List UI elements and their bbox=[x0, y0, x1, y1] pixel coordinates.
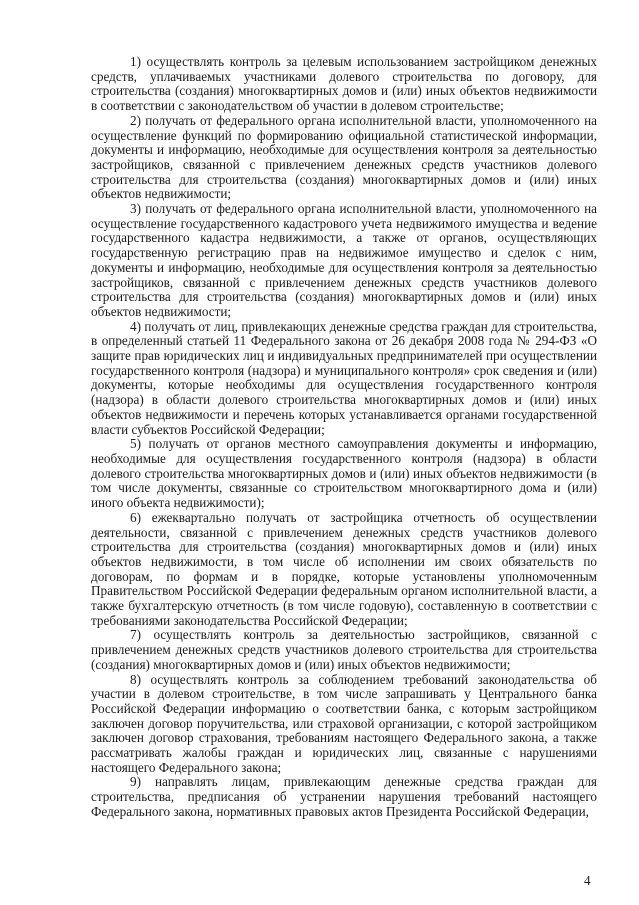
paragraph-item-4: 4) получать от лиц, привлекающих денежные средства граждан для строительства, в определенный статьей 11 Федерального закона от 26 декабря 2008 года № 294-ФЗ «О защите прав юридических лиц и индивидуальных предпринимателей при осуществлении государственного контроля (надзора) и муниципального контроля» срок сведения и (или) документы, которые необходимы для осуществления государственного контроля (надзора) в области долевого строительства многоквартирных домов и (или) иных объектов недвижимости и перечень которых устанавливается органами государственной власти субъектов Российской Федерации; bbox=[91, 318, 597, 437]
paragraph-item-9: 9) направлять лицам, привлекающим денежные средства граждан для строительства, предписания об устранении нарушения требований настоящего Федерального закона, нормативных правовых актов Президента Российской Федерации, bbox=[91, 774, 597, 819]
paragraph-item-8: 8) осуществлять контроль за соблюдением требований законодательства об участии в долевом строительстве, в том числе запрашивать у Центрального банка Российской Федерации информацию о соответствии банка, с которым застройщиком заключен договор поручительства, или страховой организации, с которой застройщиком заключен договор страхования, требованиям настоящего Федерального закона, а также рассматривать жалобы граждан и юридических лиц, связанные с нарушениями настоящего Федерального закона; bbox=[91, 671, 597, 775]
paragraph-item-2: 2) получать от федерального органа исполнительной власти, уполномоченного на осуществление функций по формированию официальной статистической информации, документы и информацию, необходимые для осуществления контроля за деятельностью застройщиков, связанной с привлечением денежных средств участников долевого строительства для строительства (создания) многоквартирных домов и (или) иных объектов недвижимости; bbox=[91, 112, 597, 202]
paragraph-item-3: 3) получать от федерального органа исполнительной власти, уполномоченного на осуществление государственного кадастрового учета недвижимого имущества и ведение государственного кадастра недвижимости, а также от органов, осуществляющих государственную регистрацию прав на недвижимое имущество и сделок с ним, документы и информацию, необходимые для осуществления контроля за деятельностью застройщиков, связанной с привлечением денежных средств участников долевого строительства для строительства (создания) многоквартирных домов и (или) иных объектов недвижимости; bbox=[91, 201, 597, 319]
paragraph-item-1: 1) осуществлять контроль за целевым использованием застройщиком денежных средств, уплачиваемых участниками долевого строительства по договору, для строительства (создания) многоквартирных домов и (или) иных объектов недвижимости в соответствии с законодательством об участии в долевом строительстве; bbox=[91, 54, 597, 114]
paragraph-item-7: 7) осуществлять контроль за деятельностью застройщиков, связанной с привлечением денежных средств участников долевого строительства для строительства (создания) многоквартирных домов и (или) иных объектов недвижимости; bbox=[91, 627, 597, 672]
page-number: 4 bbox=[584, 873, 591, 888]
document-body bbox=[91, 55, 597, 820]
paragraph-item-6: 6) ежеквартально получать от застройщика отчетность об осуществлении деятельности, связанной с привлечением денежных средств участников долевого строительства для строительства (создания) многоквартирных домов и (или) иных объектов недвижимости, в том числе об исполнении им своих обязательств по договорам, по формам и в порядке, которые установлены уполномоченным Правительством Российской Федерации федеральным органом исполнительной власти, а также бухгалтерскую отчетность (в том числе годовую), составленную в соответствии с требованиями законодательства Российской Федерации; bbox=[91, 509, 597, 628]
paragraph-item-5: 5) получать от органов местного самоуправления документы и информацию, необходимые для осуществления государственного контроля (надзора) в области долевого строительства многоквартирных домов и (или) иных объектов недвижимости (в том числе документы, связанные со строительством многоквартирного дома и (или) иного объекта недвижимости); bbox=[91, 436, 597, 511]
